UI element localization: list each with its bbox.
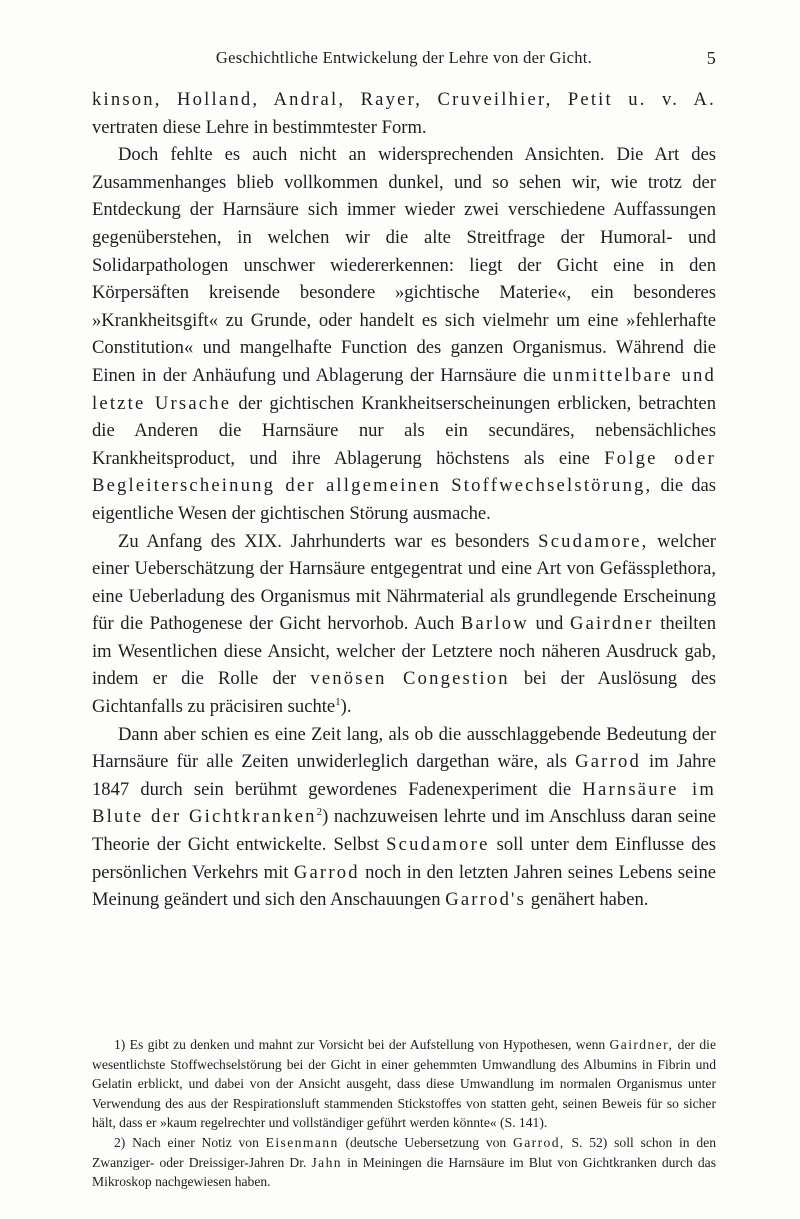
- text-run: 1) Es gibt zu denken und mahnt zur Vorsicht bei der Aufstellung von Hypothesen, wenn: [114, 1037, 610, 1052]
- footnotes: [92, 1035, 716, 1192]
- text-run: in Meiningen die Harnsäure im Blut von Gichtkranken durch das Mikroskop nachgewiesen haben.: [92, 1154, 716, 1190]
- paragraph: [92, 721, 716, 914]
- spaced-text: Scudamore: [386, 834, 490, 856]
- spaced-text: Garrod: [293, 861, 360, 883]
- text-run: (deutsche Uebersetzung von: [338, 1134, 513, 1150]
- spaced-text: Garrod,: [513, 1134, 565, 1150]
- text-run: und: [528, 613, 570, 635]
- text-run: theilten im Wesentlichen diese Ansicht, welcher der Letztere noch näheren Ausdruck gab, indem er die Rolle der: [92, 613, 716, 690]
- text-run: im Jahre 1847 durch sein berühmt gewordenes Fadenexperiment die: [92, 751, 716, 800]
- spaced-text: unmittelbare und letzte Ursache: [92, 364, 716, 414]
- spaced-text: Eisenmann: [265, 1134, 339, 1150]
- spaced-text: Garrod: [575, 751, 641, 773]
- running-header: [92, 48, 716, 68]
- text-run: der gichtischen Krankheitserscheinungen erblicken, betrachten die Anderen die Harnsäure nur als ein secundäres, nebensächliches Krankheitsproduct, und ihre Ablagerung höchstens als eine: [92, 392, 716, 469]
- text-run: S. 52) soll schon in den Zwanziger- oder Dreissiger-Jahren Dr.: [92, 1134, 716, 1170]
- text-run: vertraten diese Lehre in bestimmtester Form.: [92, 116, 427, 138]
- paragraph: [92, 528, 716, 721]
- spaced-text: Barlow: [460, 613, 529, 635]
- spaced-text: Gairdner: [569, 613, 654, 635]
- text-run: noch in den letzten Jahren seines Lebens seine Meinung geändert und sich den Anschauungen: [92, 861, 716, 911]
- paragraph: [92, 86, 716, 141]
- text-run: genähert haben.: [526, 889, 649, 911]
- text-run: die das eigentliche Wesen der gichtischen Störung ausmache.: [92, 475, 716, 524]
- page-number: 5: [706, 48, 716, 68]
- spaced-text: Gairdner,: [609, 1037, 674, 1052]
- text-run: Zu Anfang des XIX. Jahrhunderts war es besonders: [118, 530, 539, 552]
- spaced-text: Harnsäure im Blute der Gichtkranken: [92, 778, 716, 828]
- text-run: soll unter dem Einflusse des persönlichen Verkehrs mit: [92, 834, 716, 883]
- spaced-text: Jahn: [311, 1154, 342, 1170]
- footnote-ref: 2: [316, 806, 323, 819]
- footnote-ref: 1: [335, 695, 341, 708]
- text-run: bei der Auslösung des Gichtanfalls zu präcisiren suchte: [92, 668, 716, 718]
- text-run: welcher einer Ueberschätzung der Harnsäure entgegentrat und eine Art von Gefässplethora, eine Ueberladung des Organismus mit Nährmaterial als grundlegende Erscheinung für die Pathogenese der Gicht hervorhob. Auch: [92, 530, 716, 635]
- spaced-text: venösen Congestion: [310, 668, 510, 690]
- paragraph: [92, 141, 716, 527]
- text-run: ) nachzuweisen lehrte und im Anschluss daran seine Theorie der Gicht entwickelte. Selbst: [92, 806, 716, 856]
- spaced-text: Scudamore,: [538, 530, 649, 552]
- footnote: [92, 1133, 716, 1192]
- spaced-text: Folge oder Begleiterscheinung der allgemeinen Stoffwechselstörung,: [92, 447, 716, 497]
- text-run: ).: [340, 696, 352, 718]
- spaced-text: Garrod's: [445, 889, 527, 911]
- text-run: Dann aber schien es eine Zeit lang, als ob die ausschlaggebende Bedeutung der Harnsäure für alle Zeiten unwiderleglich dargethan wäre, als: [92, 723, 716, 773]
- running-title: Geschichtliche Entwickelung der Lehre von der Gicht.: [215, 48, 593, 67]
- text-run: 2) Nach einer Notiz von: [114, 1134, 266, 1150]
- text-run: der die wesentlichste Stoffwechselstörung bei der Gicht in einer gehemmten Umwandlung des Albumins in Fibrin und Gelatin erblickt, und dabei von der Ansicht ausgeht, dass diese Umwandlung im normalen Organismus unter Verwendung des aus der Respirationsluft stammenden Stickstoffes von statten geht, seinen Beweis für so sicher hält, dass er »kaum regelrechter und vollständiger geführt werden könnte« (S. 141).: [92, 1037, 716, 1131]
- text-run: Doch fehlte es auch nicht an widersprechenden Ansichten. Die Art des Zusammenhanges blieb vollkommen dunkel, und so sehen wir, wie trotz der Entdeckung der Harnsäure sich immer wieder zwei verschiedene Auffassungen gegenüberstehen, in welchen wir die alte Streitfrage der Humoral- und Solidarpathologen unschwer wiedererkennen: liegt der Gicht eine in den Körpersäften kreisende besondere »gichtische Materie«, ein besonderes »Krankheitsgift« zu Grunde, oder handelt es sich vielmehr um eine »fehlerhafte Constitution« und mangelhafte Function des ganzen Organismus. Während die Einen in der Anhäufung und Ablagerung der Harnsäure die: [92, 144, 716, 386]
- main-text: [92, 86, 716, 914]
- footnote: [92, 1035, 716, 1133]
- spaced-text: kinson, Holland, Andral, Rayer, Cruveilhier, Petit u. v. A.: [92, 89, 716, 110]
